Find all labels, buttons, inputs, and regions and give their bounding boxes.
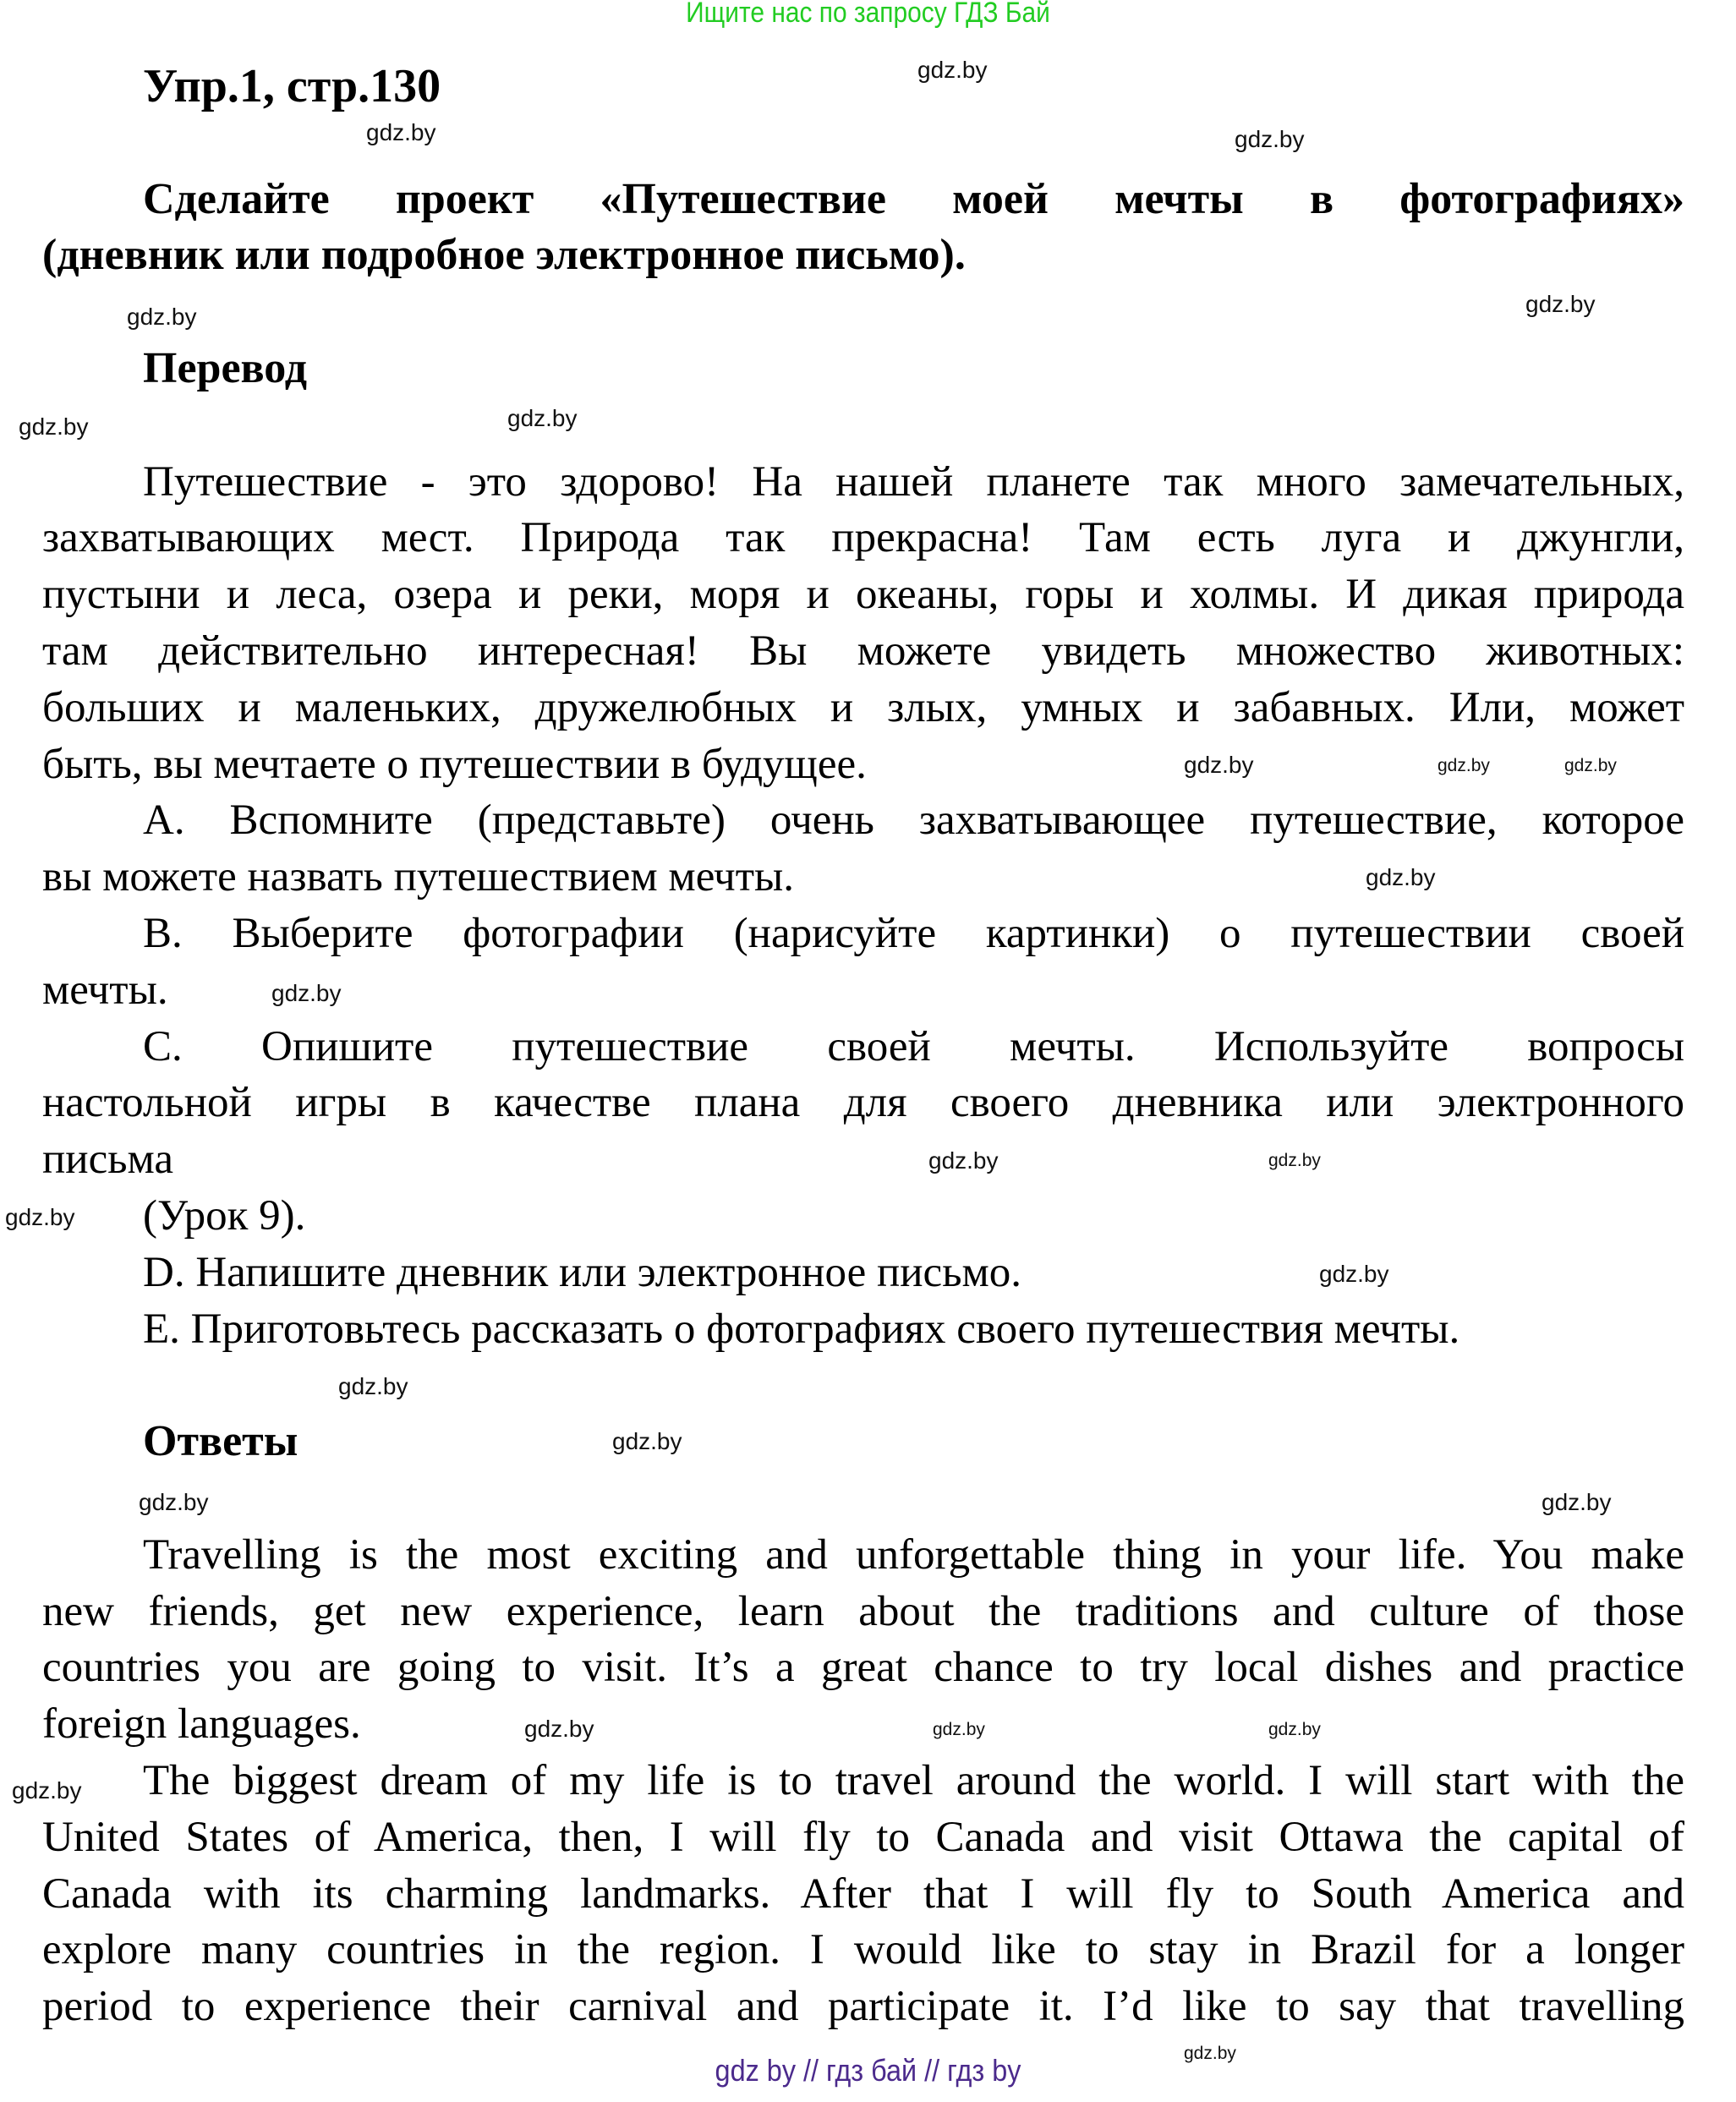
translation-line: A. Вспомните (представьте) очень захватывающее путешествие, которое — [143, 796, 1684, 845]
watermark: gdz.by — [1235, 126, 1305, 152]
watermark: gdz.by — [1184, 752, 1254, 778]
translation-line: настольной игры в качестве плана для своего дневника или электронного — [42, 1079, 1684, 1127]
translation-line: вы можете назвать путешествием мечты. — [42, 853, 795, 901]
answer-line: foreign languages. — [42, 1700, 361, 1749]
watermark: gdz.by — [1525, 291, 1596, 317]
answers-heading: Ответы — [143, 1417, 298, 1466]
translation-line: письма — [42, 1136, 174, 1184]
watermark: gdz.by — [139, 1489, 209, 1515]
translation-heading: Перевод — [143, 343, 308, 392]
task-line: (дневник или подробное электронное письмо). — [42, 231, 966, 280]
watermark: gdz.by — [1542, 1489, 1612, 1515]
watermark: gdz.by — [1268, 1151, 1321, 1170]
watermark: gdz.by — [928, 1147, 999, 1174]
answer-line: new friends, get new experience, learn about the traditions and culture of those — [42, 1587, 1684, 1635]
watermark: gdz.by — [1268, 1720, 1321, 1739]
watermark: gdz.by — [12, 1777, 82, 1804]
watermark: gdz.by — [933, 1720, 985, 1739]
watermark: gdz.by — [1564, 756, 1617, 775]
answer-line: explore many countries in the region. I would like to stay in Brazil for a longer — [42, 1926, 1684, 1974]
translation-line: быть, вы мечтаете о путешествии в будущее. — [42, 740, 867, 788]
watermark: gdz.by — [366, 119, 436, 145]
translation-line: C. Опишите путешествие своей мечты. Используйте вопросы — [143, 1022, 1684, 1070]
translation-line: Путешествие - это здорово! На нашей планете так много замечательных, — [143, 457, 1684, 506]
watermark: gdz.by — [524, 1716, 594, 1742]
answer-line: Canada with its charming landmarks. After that I will fly to South America and — [42, 1869, 1684, 1918]
spacer — [42, 1357, 1684, 1414]
spacer — [42, 1470, 1684, 1527]
translation-line: там действительно интересная! Вы можете увидеть множество животных: — [42, 627, 1684, 675]
answer-line: Travelling is the most exciting and unforgettable thing in your life. You make — [143, 1530, 1684, 1579]
answer-line: period to experience their carnival and participate it. I’d like to say that travelling — [42, 1983, 1684, 2031]
translation-line: пустыни и леса, озера и реки, моря и океаны, горы и холмы. И дикая природа — [42, 571, 1684, 619]
translation-line: захватывающих мест. Природа так прекрасна! Там есть луга и джунгли, — [42, 514, 1684, 562]
watermark: gdz.by — [1366, 864, 1436, 890]
watermark: gdz.by — [338, 1373, 408, 1399]
watermark: gdz.by — [1438, 756, 1490, 775]
translation-line: больших и маленьких, дружелюбных и злых, умных и забавных. Или, может — [42, 683, 1684, 731]
translation-line: (Урок 9). — [143, 1191, 306, 1240]
translation-line: мечты. — [42, 966, 168, 1014]
watermark: gdz.by — [127, 304, 197, 330]
document-page — [42, 58, 1684, 2035]
task-line: Сделайте проект «Путешествие моей мечты в фотографиях» — [143, 174, 1684, 223]
translation-line: E. Приготовьтесь рассказать о фотографиях своего путешествия мечты. — [143, 1305, 1460, 1353]
search-banner[interactable]: Ищите нас по запросу ГДЗ Бай — [686, 0, 1050, 29]
footer-links[interactable]: gdz by // гдз бай // гдз by — [715, 2053, 1021, 2088]
watermark: gdz.by — [19, 413, 89, 440]
watermark: gdz.by — [507, 405, 578, 431]
exercise-title: Упр.1, стр.130 — [143, 60, 441, 112]
watermark: gdz.by — [5, 1204, 75, 1230]
answer-line: United States of America, then, I will fly to Canada and visit Ottawa the capital of — [42, 1813, 1684, 1861]
translation-line: B. Выберите фотографии (нарисуйте картинки) о путешествии своей — [143, 909, 1684, 957]
answer-line: The biggest dream of my life is to travel around the world. I will start with the — [143, 1756, 1684, 1804]
answer-line: countries you are going to visit. It’s a great chance to try local dishes and practice — [42, 1644, 1684, 1692]
watermark: gdz.by — [917, 57, 988, 83]
spacer — [42, 397, 1684, 454]
watermark: gdz.by — [612, 1428, 682, 1454]
watermark: gdz.by — [1184, 2044, 1236, 2063]
watermark: gdz.by — [1319, 1261, 1389, 1287]
watermark: gdz.by — [271, 980, 342, 1006]
translation-line: D. Напишите дневник или электронное письмо. — [143, 1248, 1021, 1296]
spacer — [42, 115, 1684, 172]
spacer — [42, 284, 1684, 341]
